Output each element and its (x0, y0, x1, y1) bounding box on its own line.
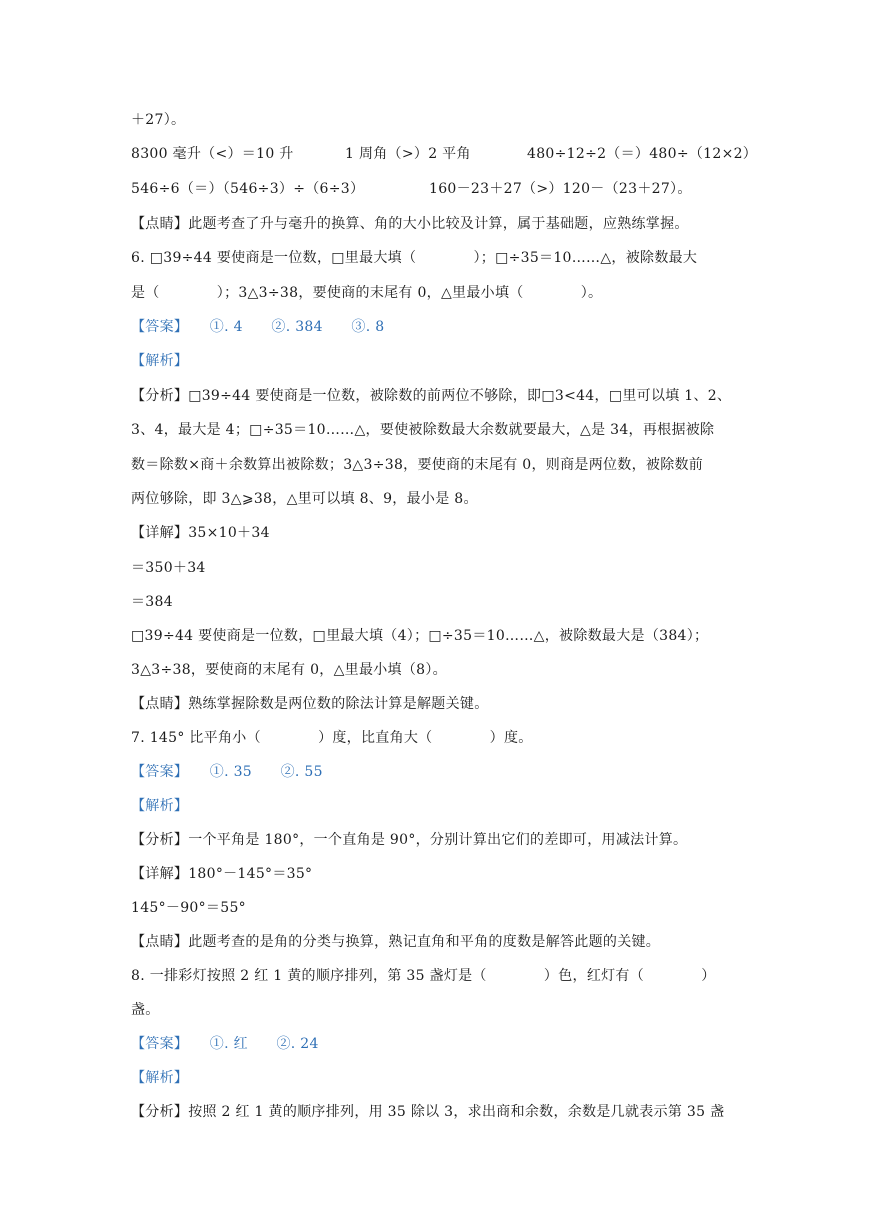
comparison-row (131, 144, 758, 164)
question-6: 6. □39÷44 要使商是一位数，□里最大填（ ）；□÷35＝10……△，被除数最大 (131, 250, 698, 266)
detail-line: 【详解】180°－145°＝35° (131, 866, 313, 882)
answer-label: 【答案】 ①. 红 ②. 24 (131, 1036, 319, 1052)
analysis-line: 【分析】按照 2 红 1 黄的顺序排列，用 35 除以 3，求出商和余数，余数是几就表示第 35 盏 (131, 1104, 725, 1120)
analysis-label: 【解析】 (131, 798, 189, 814)
comparison-item: 1 周角（>）2 平角 (345, 146, 471, 162)
detail-line: 3△3÷38，要使商的末尾有 0，△里最小填（8）。 (131, 662, 447, 678)
detail-line: ＝350＋34 (131, 560, 206, 576)
comparison-item: 8300 毫升（<）＝10 升 (131, 146, 294, 162)
question-8: 8. 一排彩灯按照 2 红 1 黄的顺序排列，第 35 盏灯是（ ）色，红灯有（ ） (131, 968, 716, 984)
comparison-row (131, 179, 751, 199)
remark-line: 【点睛】此题考查了升与毫升的换算、角的大小比较及计算，属于基础题，应熟练掌握。 (131, 216, 689, 232)
analysis-line: 【分析】一个平角是 180°，一个直角是 90°，分别计算出它们的差即可，用减法计算。 (131, 832, 688, 848)
answer-label: 【答案】 ①. 4 ②. 384 ③. 8 (131, 319, 385, 335)
detail-line: ＝384 (131, 594, 173, 610)
comparison-item: 480÷12÷2（＝）480÷（12×2） (527, 146, 758, 162)
analysis-label: 【解析】 (131, 353, 189, 369)
detail-line: 【详解】35×10＋34 (131, 525, 270, 541)
question-8-cont: 盏。 (131, 1002, 160, 1018)
analysis-line: 数＝除数×商＋余数算出被除数；3△3÷38，要使商的末尾有 0，则商是两位数，被除数前 (131, 457, 704, 473)
detail-line: 145°－90°＝55° (131, 900, 246, 916)
question-7: 7. 145° 比平角小（ ）度，比直角大（ ）度。 (131, 730, 533, 746)
analysis-label: 【解析】 (131, 1070, 189, 1086)
text-line: ＋27）。 (131, 112, 186, 128)
detail-line: □39÷44 要使商是一位数，□里最大填（4）；□÷35＝10……△，被除数最大是（384）； (131, 628, 709, 644)
answer-label: 【答案】 ①. 35 ②. 55 (131, 764, 323, 780)
analysis-line: 3、4，最大是 4；□÷35＝10……△，要使被除数最大余数就要最大，△是 34，再根据被除 (131, 422, 715, 438)
comparison-item: 160－23＋27（>）120－（23＋27）。 (429, 181, 692, 197)
comparison-item: 546÷6（＝）（546÷3）÷（6÷3） (131, 181, 365, 197)
remark-line: 【点睛】熟练掌握除数是两位数的除法计算是解题关键。 (131, 696, 489, 712)
remark-line: 【点睛】此题考查的是角的分类与换算，熟记直角和平角的度数是解答此题的关键。 (131, 934, 661, 950)
analysis-line: 两位够除，即 3△⩾38，△里可以填 8、9，最小是 8。 (131, 491, 478, 507)
analysis-line: 【分析】□39÷44 要使商是一位数，被除数的前两位不够除，即□3<44，□里可以填 1、2、 (131, 388, 732, 404)
question-6-cont: 是（ ）；3△3÷38，要使商的末尾有 0，△里最小填（ ）。 (131, 285, 603, 301)
